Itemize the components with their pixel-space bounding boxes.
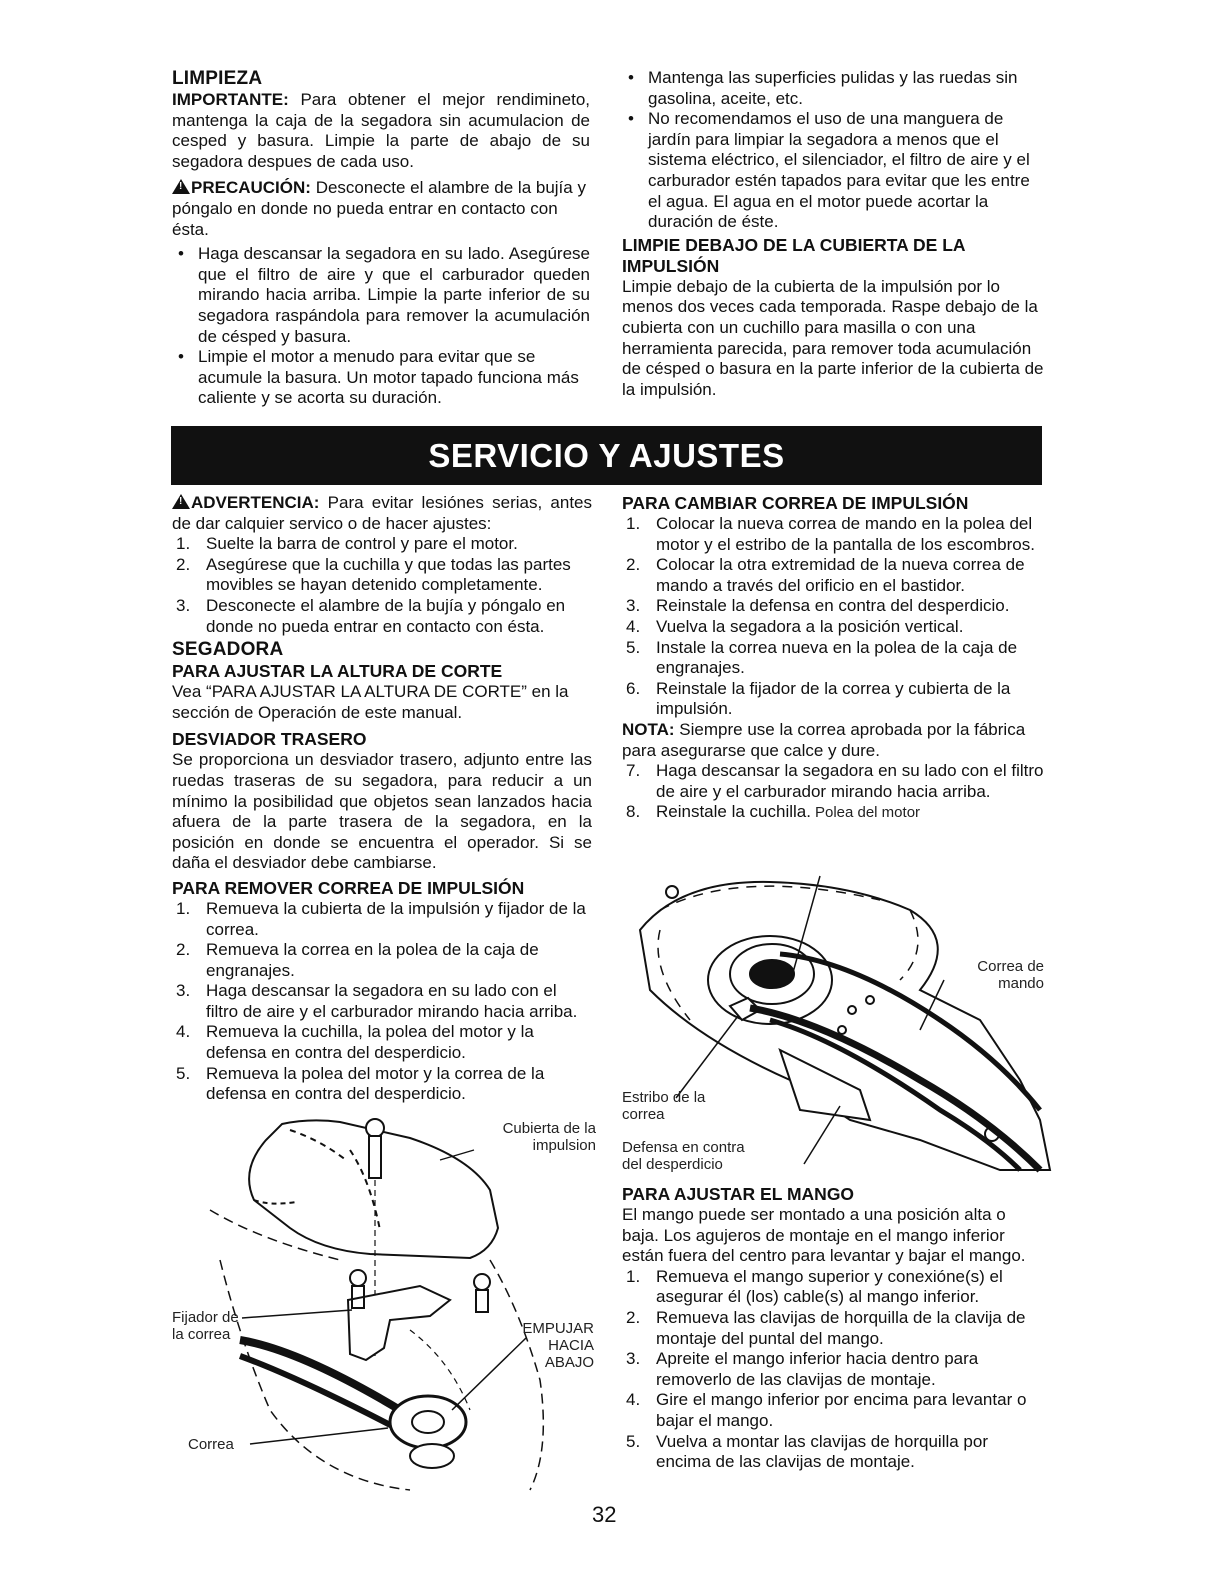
section-banner: SERVICIO Y AJUSTES — [171, 426, 1042, 485]
deck-cleaning-title: LIMPIE DEBAJO DE LA CUBIERTA DE LA IMPULSIÓN — [622, 234, 965, 276]
limpieza-bullet-list — [172, 244, 590, 409]
list-item: 1. Suelte la barra de control y pare el motor. — [176, 534, 518, 554]
mango-steps-list — [622, 1267, 1046, 1473]
list-item: 7. Haga descansar la segadora en su lado con el filtro de aire y el carburador mirando hacia arriba. — [626, 761, 1044, 801]
altura-title: PARA AJUSTAR LA ALTURA DE CORTE — [172, 661, 503, 682]
list-item: 1. Colocar la nueva correa de mando en la polea del motor y el estribo de la pantalla de los escombros. — [626, 514, 1035, 554]
important-label: IMPORTANTE: — [172, 90, 289, 109]
list-item: 2. Colocar la otra extremidad de la nueva correa de mando a través del orificio en el bastidor. — [626, 555, 1025, 595]
cambiar-steps-list-2 — [622, 761, 1046, 823]
list-item: 3. Desconecte el alambre de la bujía y póngalo en donde no pueda entrar en contacto con ésta. — [176, 595, 566, 636]
altura-text: Vea “PARA AJUSTAR LA ALTURA DE CORTE” en la sección de Operación de este manual. — [172, 682, 569, 722]
list-item: • Limpie el motor a menudo para evitar que se acumule la basura. Un motor tapado funciona más caliente y se acorta su duración. — [172, 347, 590, 409]
fig1-label-empujar: EMPUJAR HACIA ABAJO — [522, 1320, 594, 1371]
important-text: Para obtener el mejor rendimineto, mantenga la caja de la segadora sin acumulacion de cesped y basura. Limpie la parte de abajo de su segadora despues de cada uso. — [172, 90, 590, 171]
list-item: • Mantenga las superficies pulidas y las ruedas sin gasolina, aceite, etc. — [622, 68, 1046, 109]
list-item: 6. Reinstale la fijador de la correa y cubierta de la impulsión. — [626, 678, 1011, 719]
warning-label: ADVERTENCIA: — [191, 493, 320, 512]
mango-text: El mango puede ser montado a una posición alta o baja. Los agujeros de montaje en el mango inferior están fuera del centro para levantar y bajar el mango. — [622, 1205, 1026, 1266]
desviador-text: Se proporciona un desviador trasero, adjunto entre las ruedas traseras de su segadora, para reducir a un mínimo la posibilidad que objetos sean lanzados hacia afuera de la parte trasera de la segadora, en la posición en donde se encuentra el operador. Si se daña el desviador debe cambiarse. — [172, 750, 592, 873]
deck-cleaning-text: Limpie debajo de la cubierta de la impulsión por lo menos dos veces cada temporada. Raspe debajo de la cubierta con un cuchillo para masilla o con una herramienta parecida, para remover toda acumulación de césped o basura en la parte inferior de la cubierta de la impulsión. — [622, 276, 1044, 399]
cambiar-steps-list — [622, 514, 1046, 720]
list-item: 5. Instale la correa nueva en la polea de la caja de engranajes. — [626, 637, 1018, 678]
cambiar-title: PARA CAMBIAR CORREA DE IMPULSIÓN — [622, 493, 969, 513]
limpieza-section — [172, 68, 590, 409]
nota-paragraph — [622, 720, 1046, 761]
fig2-label-defensa: Defensa en contra del desperdicio — [622, 1139, 745, 1173]
list-item: • No recomendamos el uso de una manguera de jardín para limpiar la segadora a menos que el sistema eléctrico, el silenciador, el filtro de aire y el carburador estén tapados para evitar que les entre el agua. El agua en el motor puede acortar la duración de éste. — [622, 109, 1046, 233]
fig2-label-estribo: Estribo de la correa — [622, 1089, 706, 1123]
warning-steps-list — [172, 534, 592, 637]
list-item: 1. Remueva el mango superior y conexióne(s) el asegurar él (los) cable(s) al mango inferior. — [626, 1266, 1003, 1307]
fig1-label-cubierta: Cubierta de la impulsion — [502, 1120, 596, 1154]
caution-label: PRECAUCIÓN: — [191, 178, 311, 198]
servicio-left-section — [172, 493, 592, 1105]
important-paragraph — [172, 90, 590, 172]
nota-text: Siempre use la correa aprobada por la fábrica para asegurarse que calce y dure. — [622, 719, 1026, 760]
list-item: 5. Vuelva a montar las clavijas de horquilla por encima de las clavijas de montaje. — [626, 1431, 988, 1472]
list-item: • Haga descansar la segadora en su lado. Asegúrese que el filtro de aire y que el carburador queden mirando hacia arriba. Limpie la parte inferior de su segadora raspándola para remover la acumulación de césped y basura. — [172, 244, 590, 347]
list-item: 5. Remueva la polea del motor y la correa de la defensa en contra del desperdicio. — [176, 1063, 545, 1104]
list-item: 2. Remueva la correa en la polea de la caja de engranajes. — [176, 940, 539, 980]
list-item: 3. Apreite el mango inferior hacia dentro para removerlo de las clavijas de montaje. — [626, 1349, 979, 1389]
list-item: 3. Reinstale la defensa en contra del desperdicio. — [626, 596, 1010, 616]
caution-text: Desconecte el alambre de la bujía y póngalo en donde no pueda entrar en contacto con ésta. — [172, 178, 586, 239]
mango-title: PARA AJUSTAR EL MANGO — [622, 1184, 855, 1204]
list-item: 2. Asegúrese que la cuchilla y que todas las partes movibles se hayan detenido completamente. — [176, 554, 571, 595]
list-item: 4. Remueva la cuchilla, la polea del motor y la defensa en contra del desperdicio. — [176, 1022, 534, 1063]
list-item: 2. Remueva las clavijas de horquilla de la clavija de montaje del puntal del mango. — [626, 1307, 1026, 1348]
fig2-label-polea: Polea del motor — [814, 804, 921, 822]
warning-triangle-icon — [172, 179, 190, 194]
segadora-title: SEGADORA — [172, 639, 284, 661]
list-item: 4. Gire el mango inferior por encima para levantar o bajar el mango. — [626, 1390, 1027, 1430]
debris-shield-figure — [620, 870, 1050, 1180]
list-item: 3. Haga descansar la segadora en su lado con el filtro de aire y el carburador mirando hacia arriba. — [176, 981, 578, 1021]
servicio-right-section — [622, 493, 1046, 823]
list-item: 4. Vuelva la segadora a la posición vertical. — [626, 616, 964, 636]
remover-steps-list — [172, 899, 592, 1105]
warning-paragraph — [172, 493, 592, 534]
warning-triangle-icon — [172, 494, 190, 509]
nota-label: NOTA: — [622, 719, 675, 739]
desviador-title: DESVIADOR TRASERO — [172, 729, 367, 750]
fig1-label-fijador: Fijador de la correa — [172, 1309, 239, 1343]
fig1-label-correa: Correa — [188, 1436, 234, 1453]
page-number: 32 — [592, 1502, 617, 1527]
mango-section — [622, 1184, 1046, 1473]
limpieza-right-section — [622, 68, 1046, 400]
list-item: 8. Reinstale la cuchilla. Polea del motor — [626, 802, 921, 822]
remover-title: PARA REMOVER CORREA DE IMPULSIÓN — [172, 877, 525, 898]
fig2-label-correa-mando: Correa de mando — [977, 958, 1044, 992]
limpieza-right-bullet-list — [622, 68, 1046, 233]
warning-text: Para evitar lesiónes serias, antes de dar calquier servico o de hacer ajustes: — [172, 493, 592, 533]
caution-paragraph — [172, 178, 590, 240]
limpieza-title: LIMPIEZA — [172, 68, 263, 89]
list-item: 1. Remueva la cubierta de la impulsión y fijador de la correa. — [176, 898, 586, 939]
